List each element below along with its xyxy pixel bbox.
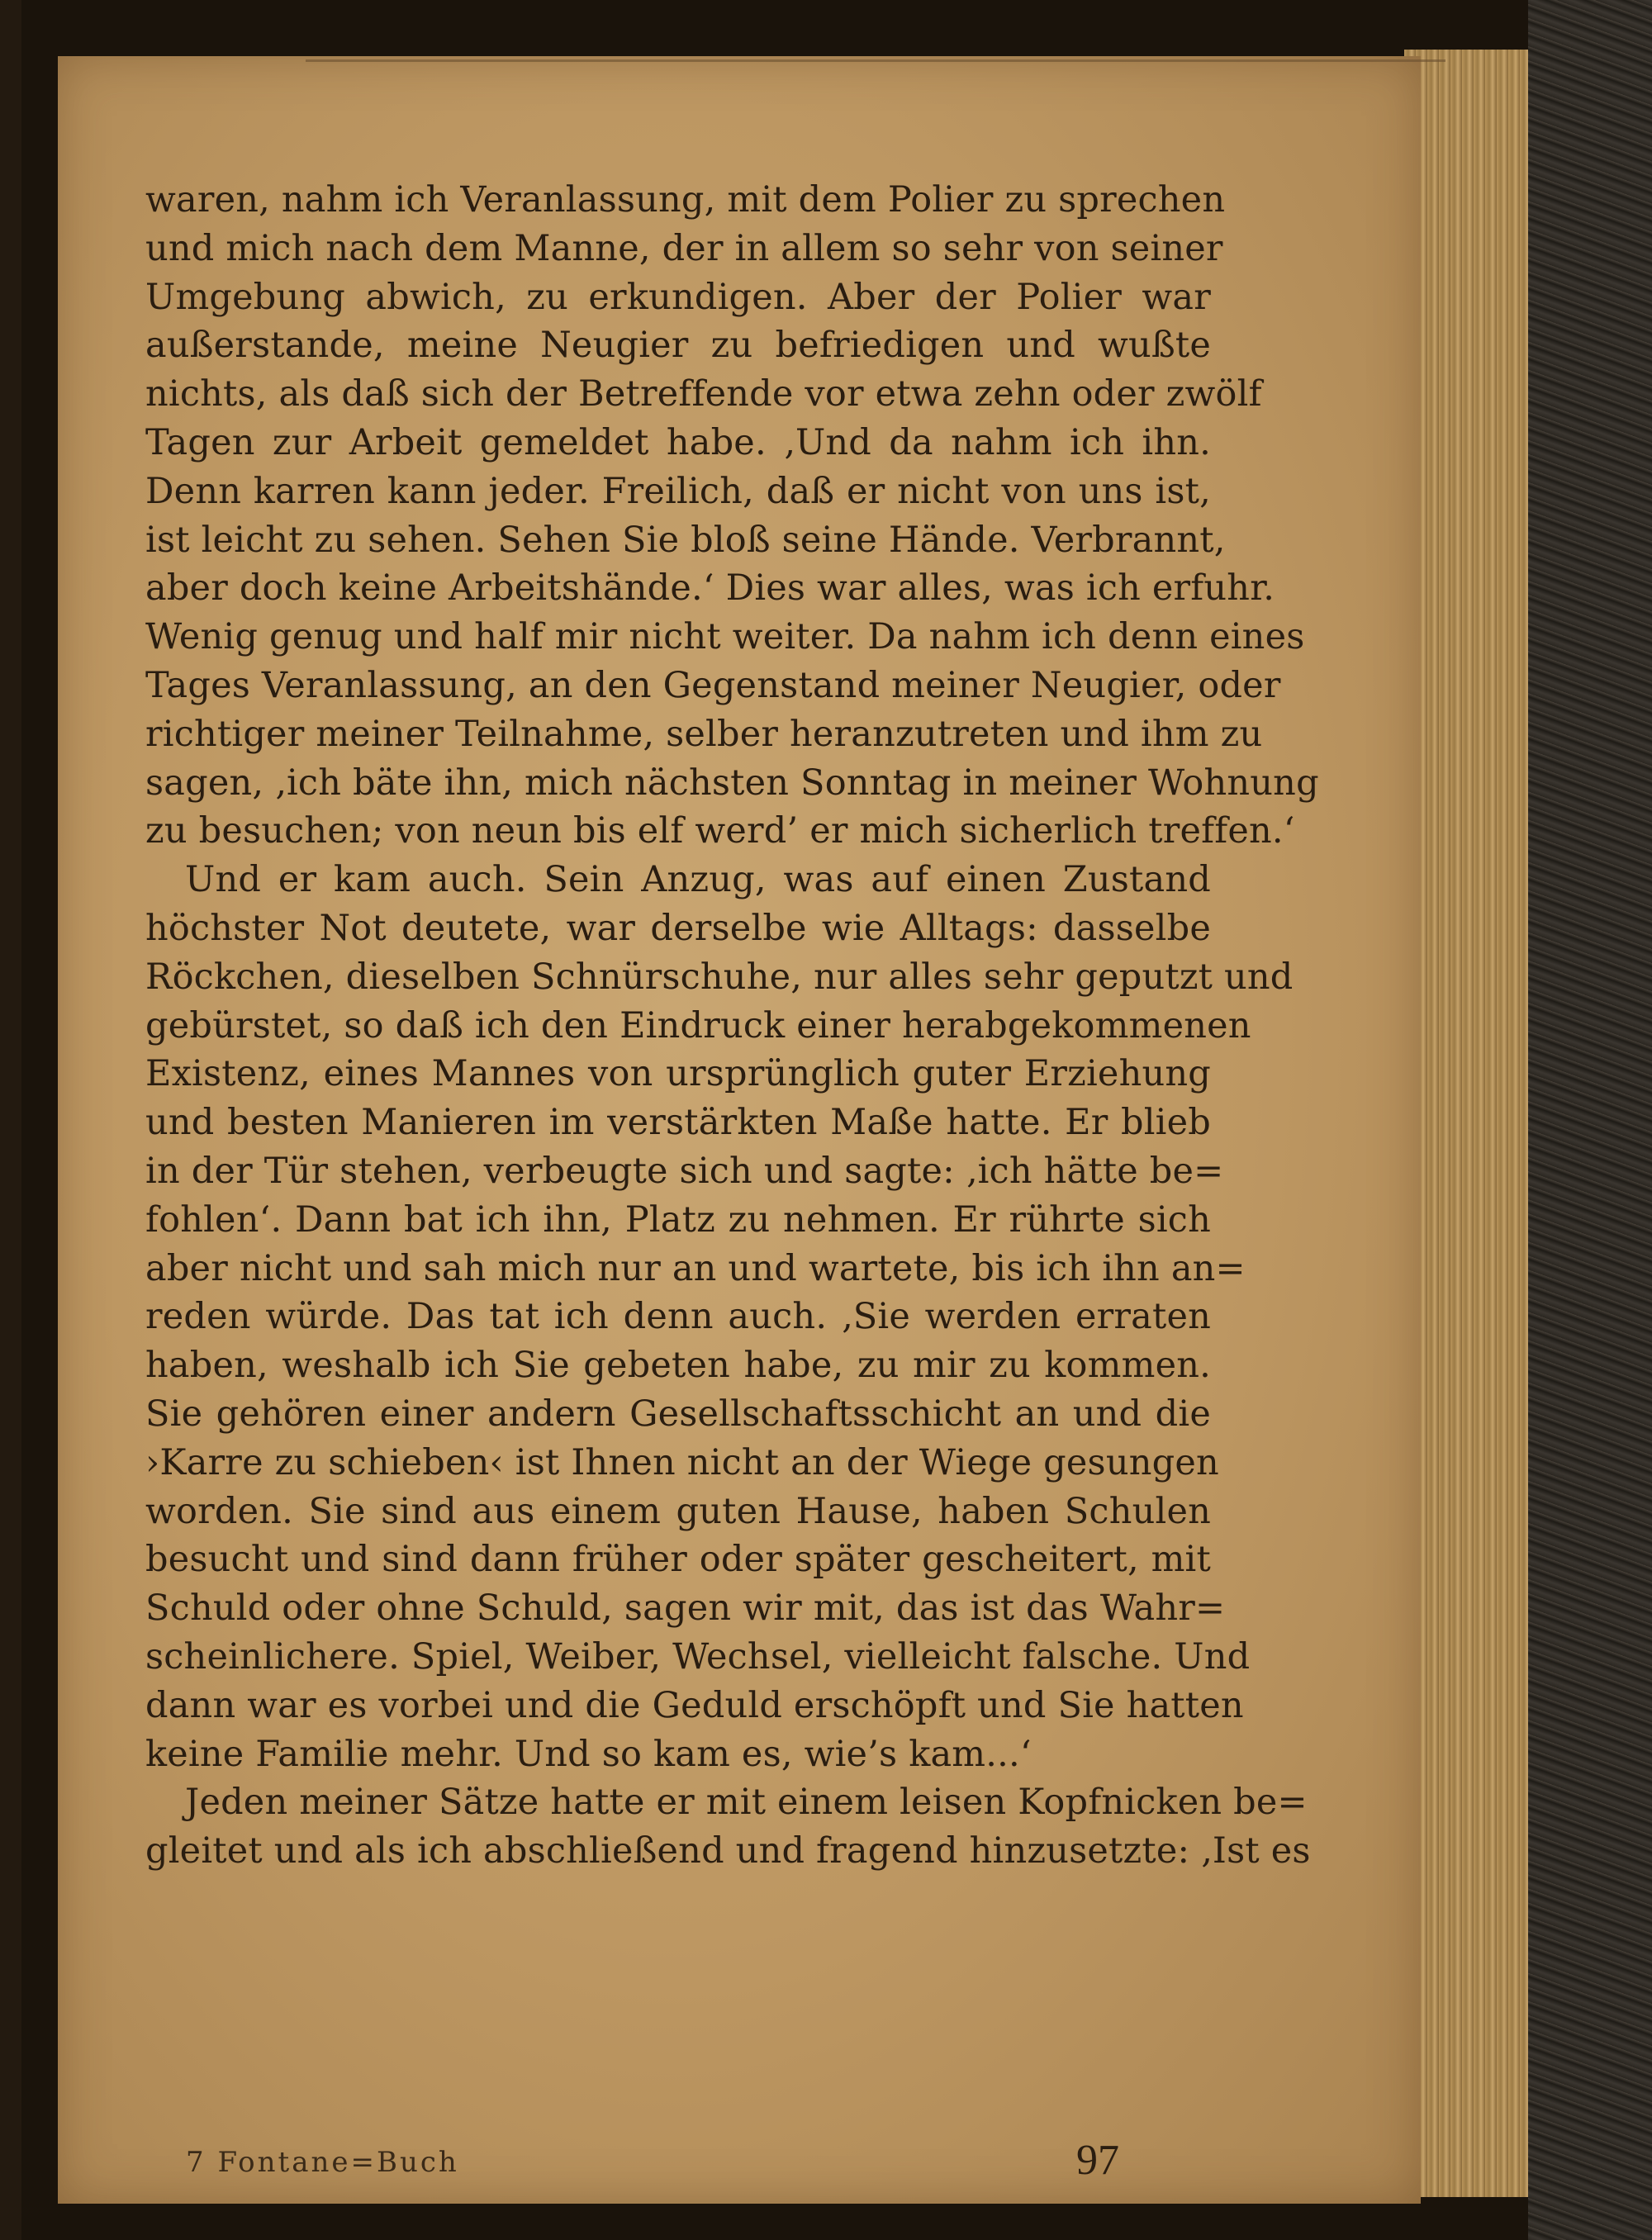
text-line: Schuld oder ohne Schuld, sagen wir mit, das ist das Wahr= (145, 1587, 1226, 1630)
text-line: haben, weshalb ich Sie gebeten habe, zu mir zu kommen. (145, 1345, 1211, 1387)
text-line: außerstande, meine Neugier zu befriedigen und wußte (145, 325, 1211, 367)
text-line: fohlen‘. Dann bat ich ihn, Platz zu nehmen. Er rührte sich (145, 1198, 1211, 1241)
text-line: und mich nach dem Manne, der in allem so sehr von seiner (145, 227, 1223, 269)
text-line: scheinlichere. Spiel, Weiber, Wechsel, vielleicht falsche. Und (145, 1635, 1251, 1678)
page-number: 97 (1076, 2137, 1119, 2184)
text-line: Tages Veranlassung, an den Gegenstand meiner Neugier, oder (145, 664, 1281, 706)
text-line: keine Familie mehr. Und so kam es, wie’s kam...‘ (145, 1733, 1032, 1775)
footer-signature: 7 Fontane=Buch (186, 2146, 459, 2179)
text-line: Tagen zur Arbeit gemeldet habe. ‚Und da nahm ich ihn. (145, 421, 1211, 463)
text-line: ist leicht zu sehen. Sehen Sie bloß seine Hände. Verbrannt, (145, 519, 1226, 561)
text-line: Sie gehören einer andern Gesellschaftsschicht an und die (145, 1393, 1211, 1435)
text-line: zu besuchen; von neun bis elf werd’ er mich sicherlich treffen.‘ (145, 810, 1295, 852)
book-page (58, 56, 1421, 2204)
text-line: aber doch keine Arbeitshände.‘ Dies war alles, was ich erfuhr. (145, 567, 1275, 610)
text-line: nichts, als daß sich der Betreffende vor etwa zehn oder zwölf (145, 373, 1262, 415)
text-line: waren, nahm ich Veranlassung, mit dem Polier zu sprechen (145, 179, 1226, 221)
text-line: reden würde. Das tat ich denn auch. ‚Sie werden erraten (145, 1296, 1211, 1338)
page-body-text (145, 176, 1319, 1876)
text-line: richtiger meiner Teilnahme, selber heranzutreten und ihm zu (145, 713, 1263, 755)
text-line: Und er kam auch. Sein Anzug, was auf einen Zustand (185, 859, 1211, 901)
text-line: Umgebung abwich, zu erkundigen. Aber der Polier war (145, 276, 1211, 318)
stacked-page-edges (1404, 50, 1545, 2197)
text-line: besucht und sind dann früher oder später gescheitert, mit (145, 1539, 1211, 1581)
text-line: in der Tür stehen, verbeugte sich und sagte: ‚ich hätte be= (145, 1150, 1224, 1192)
text-line: Denn karren kann jeder. Freilich, daß er nicht von uns ist, (145, 470, 1211, 512)
page-top-edge (306, 59, 1446, 62)
text-line: dann war es vorbei und die Geduld erschöpft und Sie hatten (145, 1684, 1244, 1726)
text-line: aber nicht und sah mich nur an und wartete, bis ich ihn an= (145, 1247, 1246, 1289)
text-line: Existenz, eines Mannes von ursprünglich guter Erziehung (145, 1053, 1211, 1095)
text-line: und besten Manieren im verstärkten Maße hatte. Er blieb (145, 1102, 1211, 1144)
left-binding-edge (0, 0, 21, 2240)
book-binding (1528, 0, 1652, 2240)
text-line: Röckchen, dieselben Schnürschuhe, nur alles sehr geputzt und (145, 956, 1294, 998)
text-line: gebürstet, so daß ich den Eindruck einer herabgekommenen (145, 1004, 1251, 1046)
text-line: sagen, ‚ich bäte ihn, mich nächsten Sonntag in meiner Wohnung (145, 762, 1319, 804)
text-line: ›Karre zu schieben‹ ist Ihnen nicht an der Wiege gesungen (145, 1441, 1219, 1483)
text-line: Jeden meiner Sätze hatte er mit einem leisen Kopfnicken be= (185, 1782, 1308, 1824)
text-line: gleitet und als ich abschließend und fragend hinzusetzte: ‚Ist es (145, 1830, 1311, 1872)
text-line: höchster Not deutete, war derselbe wie Alltags: dasselbe (145, 907, 1211, 949)
text-line: Wenig genug und half mir nicht weiter. Da nahm ich denn eines (145, 616, 1305, 658)
text-line: worden. Sie sind aus einem guten Hause, haben Schulen (145, 1490, 1211, 1532)
